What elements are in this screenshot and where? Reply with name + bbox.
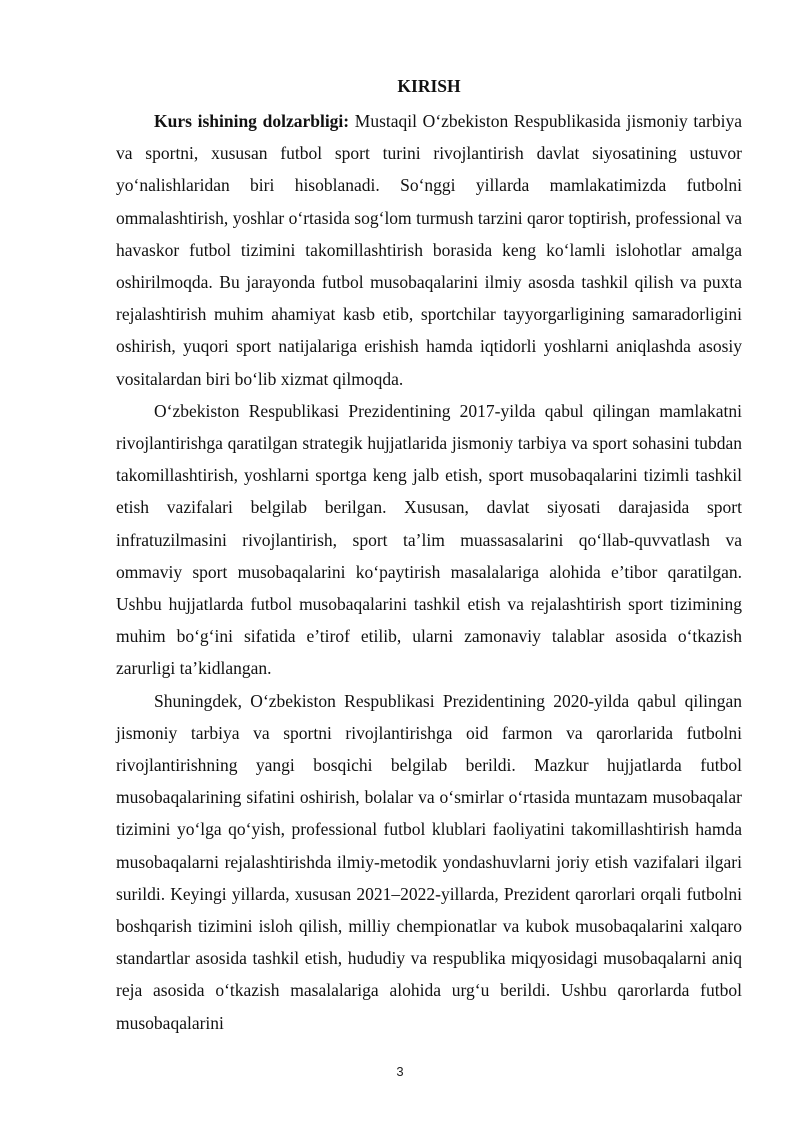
paragraph-2020-decrees: Shuningdek, O‘zbekiston Respublikasi Prezidentining 2020-yilda qabul qilingan jismoniy tarbiya va sportni rivojlantirishga oid farmon va qarorlarida futbolni rivojlantirishning yangi bosqichi belgilab berildi. Mazkur hujjatlarda futbol musobaqalarining sifatini oshirish, bolalar va o‘smirlar o‘rtasida muntazam musobaqalar tizimini yo‘lga qo‘yish, professional futbol klublari faoliyatini takomillashtirish hamda musobaqalarni rejalashtirishda ilmiy-metodik yondashuvlarni joriy etish vazifalari ilgari surildi. Keyingi yillarda, xususan 2021–2022-yillarda, Prezident qarorlari orqali futbolni boshqarish tizimini isloh qilish, milliy chempionatlar va kubok musobaqalarini xalqaro standartlar asosida tashkil etish, hududiy va respublika miqyosidagi musobaqalarni aniq reja asosida o‘tkazish masalalariga alohida urg‘u berildi. Ushbu qarorlarda futbol musobaqalarini — [116, 690, 742, 1033]
paragraph-2017-strategy: O‘zbekiston Respublikasi Prezidentining 2017-yilda qabul qilingan mamlakatni rivojlantirishga qaratilgan strategik hujjatlarida jismoniy tarbiya va sport sohasini tubdan takomillashtirish, yoshlarni sportga keng jalb etish, sport musobaqalarini tizimli tashkil etish vazifalari belgilab berilgan. Xususan, davlat siyosati darajasida sport infratuzilmasini rivojlantirish, sport ta’lim muassasalarini qo‘llab-quvvatlash va ommaviy sport musobaqalarini ko‘paytirish masalalariga alohida e’tibor qaratilgan. Ushbu hujjatlarda futbol musobaqalarini tashkil etish va rejalashtirish sport tizimining muhim bo‘g‘ini sifatida e’tirof etilib, ularni zamonaviy talablar asosida o‘tkazish zarurligi ta’kidlangan. — [116, 400, 742, 679]
page-number: 3 — [396, 1064, 404, 1079]
section-heading: KIRISH — [397, 76, 461, 96]
paragraph-relevance — [116, 105, 742, 395]
document-page — [116, 74, 742, 1039]
paragraph-text: Mustaqil O‘zbekiston Respublikasida jismoniy tarbiya va sportni, xususan futbol sport turini rivojlantirish davlat siyosatining ustuvor yo‘nalishlaridan biri hisoblanadi. So‘nggi yillarda mamlakatimizda futbolni ommalashtirish, yoshlar o‘rtasida sog‘lom turmush tarzini qaror toptirish, professional va havaskor futbol tizimini takomillashtirish borasida keng ko‘lamli islohotlar amalga oshirilmoqda. Bu jarayonda futbol musobaqalarini ilmiy asosda tashkil qilish va puxta rejalashtirish muhim ahamiyat kasb etib, sportchilar tayyorgarligining samaradorligini oshirish, yuqori sport natijalariga erishish hamda iqtidorli yoshlarni aniqlashda asosiy vositalardan biri bo‘lib xizmat qilmoqda. — [116, 111, 742, 389]
paragraph-lead: Kurs ishining dolzarbligi: — [154, 111, 350, 131]
